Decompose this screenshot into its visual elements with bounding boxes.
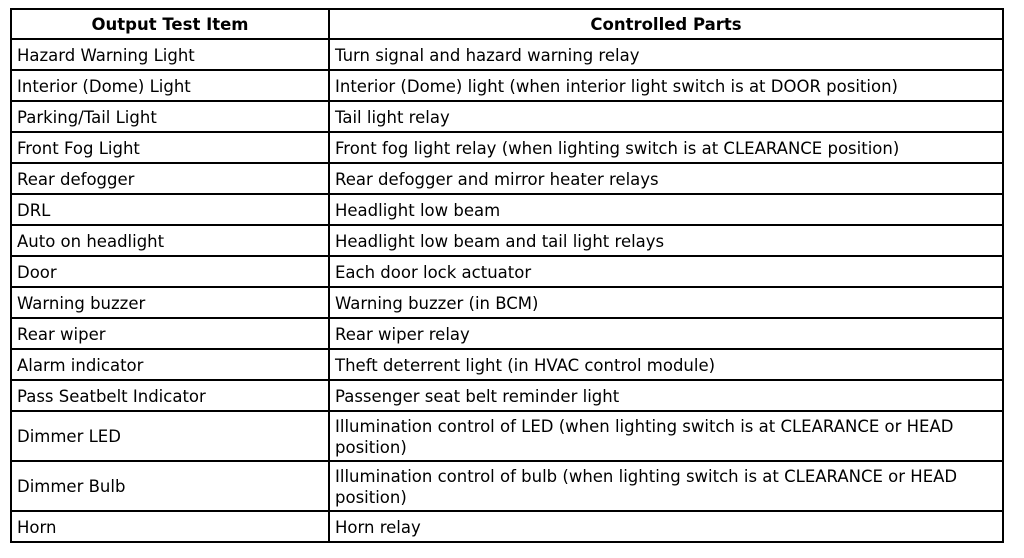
table-row [11, 349, 1003, 380]
output-test-item-cell: Parking/Tail Light [11, 101, 329, 132]
column-header-output-test-item: Output Test Item [11, 9, 329, 39]
table-row [11, 511, 1003, 542]
controlled-parts-cell: Illumination control of LED (when lighting switch is at CLEARANCE or HEAD position) [329, 411, 1003, 461]
output-test-table [10, 8, 1004, 543]
controlled-parts-cell: Tail light relay [329, 101, 1003, 132]
controlled-parts-cell: Front fog light relay (when lighting switch is at CLEARANCE position) [329, 132, 1003, 163]
controlled-parts-cell: Theft deterrent light (in HVAC control module) [329, 349, 1003, 380]
table-row [11, 318, 1003, 349]
table-row [11, 39, 1003, 70]
output-test-item-cell: Rear wiper [11, 318, 329, 349]
table-row [11, 287, 1003, 318]
controlled-parts-cell: Illumination control of bulb (when lighting switch is at CLEARANCE or HEAD position) [329, 461, 1003, 511]
column-header-controlled-parts: Controlled Parts [329, 9, 1003, 39]
output-test-item-cell: Dimmer LED [11, 411, 329, 461]
controlled-parts-cell: Rear defogger and mirror heater relays [329, 163, 1003, 194]
output-test-item-cell: Rear defogger [11, 163, 329, 194]
table-row [11, 225, 1003, 256]
table-row [11, 256, 1003, 287]
table-row [11, 132, 1003, 163]
table-row [11, 101, 1003, 132]
output-test-item-cell: DRL [11, 194, 329, 225]
output-test-item-cell: Warning buzzer [11, 287, 329, 318]
controlled-parts-cell: Interior (Dome) light (when interior light switch is at DOOR position) [329, 70, 1003, 101]
output-test-item-cell: Hazard Warning Light [11, 39, 329, 70]
controlled-parts-cell: Rear wiper relay [329, 318, 1003, 349]
controlled-parts-cell: Each door lock actuator [329, 256, 1003, 287]
table-row [11, 163, 1003, 194]
controlled-parts-cell: Horn relay [329, 511, 1003, 542]
table-row [11, 70, 1003, 101]
output-test-item-cell: Auto on headlight [11, 225, 329, 256]
output-test-item-cell: Dimmer Bulb [11, 461, 329, 511]
controlled-parts-cell: Warning buzzer (in BCM) [329, 287, 1003, 318]
controlled-parts-cell: Headlight low beam [329, 194, 1003, 225]
table-row [11, 380, 1003, 411]
table-header-row [11, 9, 1003, 39]
table-row [11, 461, 1003, 511]
output-test-item-cell: Door [11, 256, 329, 287]
controlled-parts-cell: Turn signal and hazard warning relay [329, 39, 1003, 70]
output-test-item-cell: Alarm indicator [11, 349, 329, 380]
controlled-parts-cell: Headlight low beam and tail light relays [329, 225, 1003, 256]
output-test-item-cell: Pass Seatbelt Indicator [11, 380, 329, 411]
table-row [11, 194, 1003, 225]
output-test-item-cell: Front Fog Light [11, 132, 329, 163]
output-test-item-cell: Horn [11, 511, 329, 542]
output-test-item-cell: Interior (Dome) Light [11, 70, 329, 101]
table-row [11, 411, 1003, 461]
controlled-parts-cell: Passenger seat belt reminder light [329, 380, 1003, 411]
